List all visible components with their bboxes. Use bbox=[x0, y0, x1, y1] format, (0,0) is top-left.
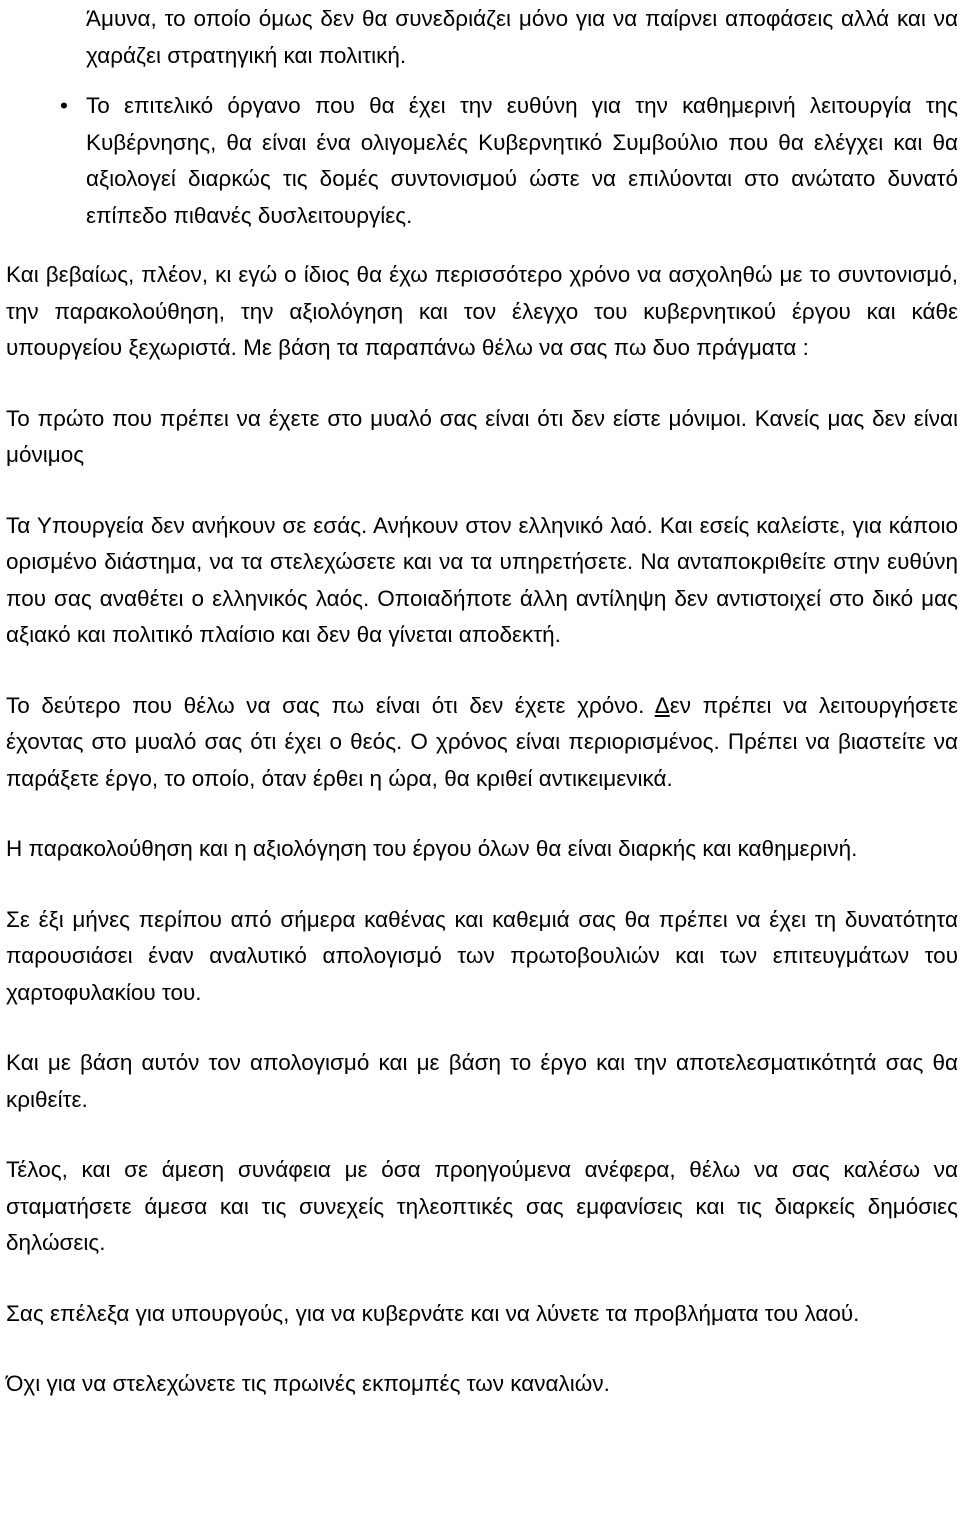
paragraph-coordination: Και βεβαίως, πλέον, κι εγώ ο ίδιος θα έχω περισσότερο χρόνο να ασχοληθώ με το συντονισμό, την παρακολούθηση, την αξιολόγηση και τον έλεγχο του κυβερνητικού έργου και κάθε υπουργείου ξεχωριστά. Με βάση τα παραπάνω θέλω να σας πω δυο πράγματα : bbox=[6, 262, 958, 360]
paragraph-no-time bbox=[6, 688, 958, 798]
bullet-icon: • bbox=[60, 93, 68, 118]
paragraph-assessment: Και με βάση αυτόν τον απολογισμό και με βάση το έργο και την αποτελεσματικότητά σας θα κριθείτε. bbox=[6, 1050, 958, 1112]
paragraph-no-time-part-a: Το δεύτερο που θέλω να σας πω είναι ότι δεν έχετε χρόνο. bbox=[6, 692, 655, 718]
paragraph-tv-appearances: Τέλος, και σε άμεση συνάφεια με όσα προηγούμενα ανέφερα, θέλω να σας καλέσω να σταματήσετε άμεσα και τις συνεχείς τηλεοπτικές σας εμφανίσεις και τις διαρκείς δημόσιες δηλώσεις. bbox=[6, 1157, 958, 1255]
paragraph-ministries: Τα Υπουργεία δεν ανήκουν σε εσάς. Ανήκουν στον ελληνικό λαό. Και εσείς καλείστε, για κάποιο ορισμένο διάστημα, να τα στελεχώσετε και να τα υπηρετήσετε. Να ανταποκριθείτε στην ευθύνη που σας αναθέτει ο ελληνικός λαός. Οποιαδήποτε άλλη αντίληψη δεν αντιστοιχεί στο δικό μας αξιακό και πολιτικό πλαίσιο και δεν θα γίνεται αποδεκτή. bbox=[6, 512, 958, 647]
document-page bbox=[6, 0, 958, 1403]
paragraph-chosen-ministers: Σας επέλεξα για υπουργούς, για να κυβερνάτε και να λύνετε τα προβλήματα του λαού. bbox=[6, 1300, 860, 1326]
intro-continuation-paragraph: Άμυνα, το οποίο όμως δεν θα συνεδριάζει μόνο για να παίρνει αποφάσεις αλλά και να χαράζει στρατηγική και πολιτική. bbox=[86, 6, 958, 68]
paragraph-morning-shows: Όχι για να στελεχώνετε τις πρωινές εκπομπές των καναλιών. bbox=[6, 1371, 610, 1396]
bullet-paragraph: Το επιτελικό όργανο που θα έχει την ευθύνη για την καθημερινή λειτουργία της Κυβέρνησης, θα είναι ένα ολιγομελές Κυβερνητικό Συμβούλιο που θα ελέγχει και θα αξιολογεί διαρκώς τις δομές συντονισμού ώστε να επιλύονται στο ανώτατο δυνατό επίπεδο πιθανές δυσλειτουργίες. bbox=[86, 93, 958, 228]
paragraph-monitoring: Η παρακολούθηση και η αξιολόγηση του έργου όλων θα είναι διαρκής και καθημερινή. bbox=[6, 836, 858, 861]
underlined-letter: Δ bbox=[654, 692, 670, 718]
paragraph-no-time-part-b: εν πρέπει να λειτουργήσετε έχοντας στο μυαλό σας ότι έχει ο θεός. Ο χρόνος είναι περιορισμένος. Πρέπει να βιαστείτε να παράξετε έργο, το οποίο, όταν έρθει η ώρα, θα κριθεί αντικειμενικά. bbox=[6, 692, 959, 791]
paragraph-not-permanent: Το πρώτο που πρέπει να έχετε στο μυαλό σας είναι ότι δεν είστε μόνιμοι. Κανείς μας δεν είναι μόνιμος bbox=[6, 405, 958, 467]
paragraph-six-months: Σε έξι μήνες περίπου από σήμερα καθένας και καθεμιά σας θα πρέπει να έχει τη δυνατότητα παρουσιάσει έναν αναλυτικό απολογισμό των πρωτοβουλιών και των επιτευγμάτων του χαρτοφυλακίου του. bbox=[6, 906, 958, 1005]
bullet-list-item bbox=[60, 88, 958, 234]
